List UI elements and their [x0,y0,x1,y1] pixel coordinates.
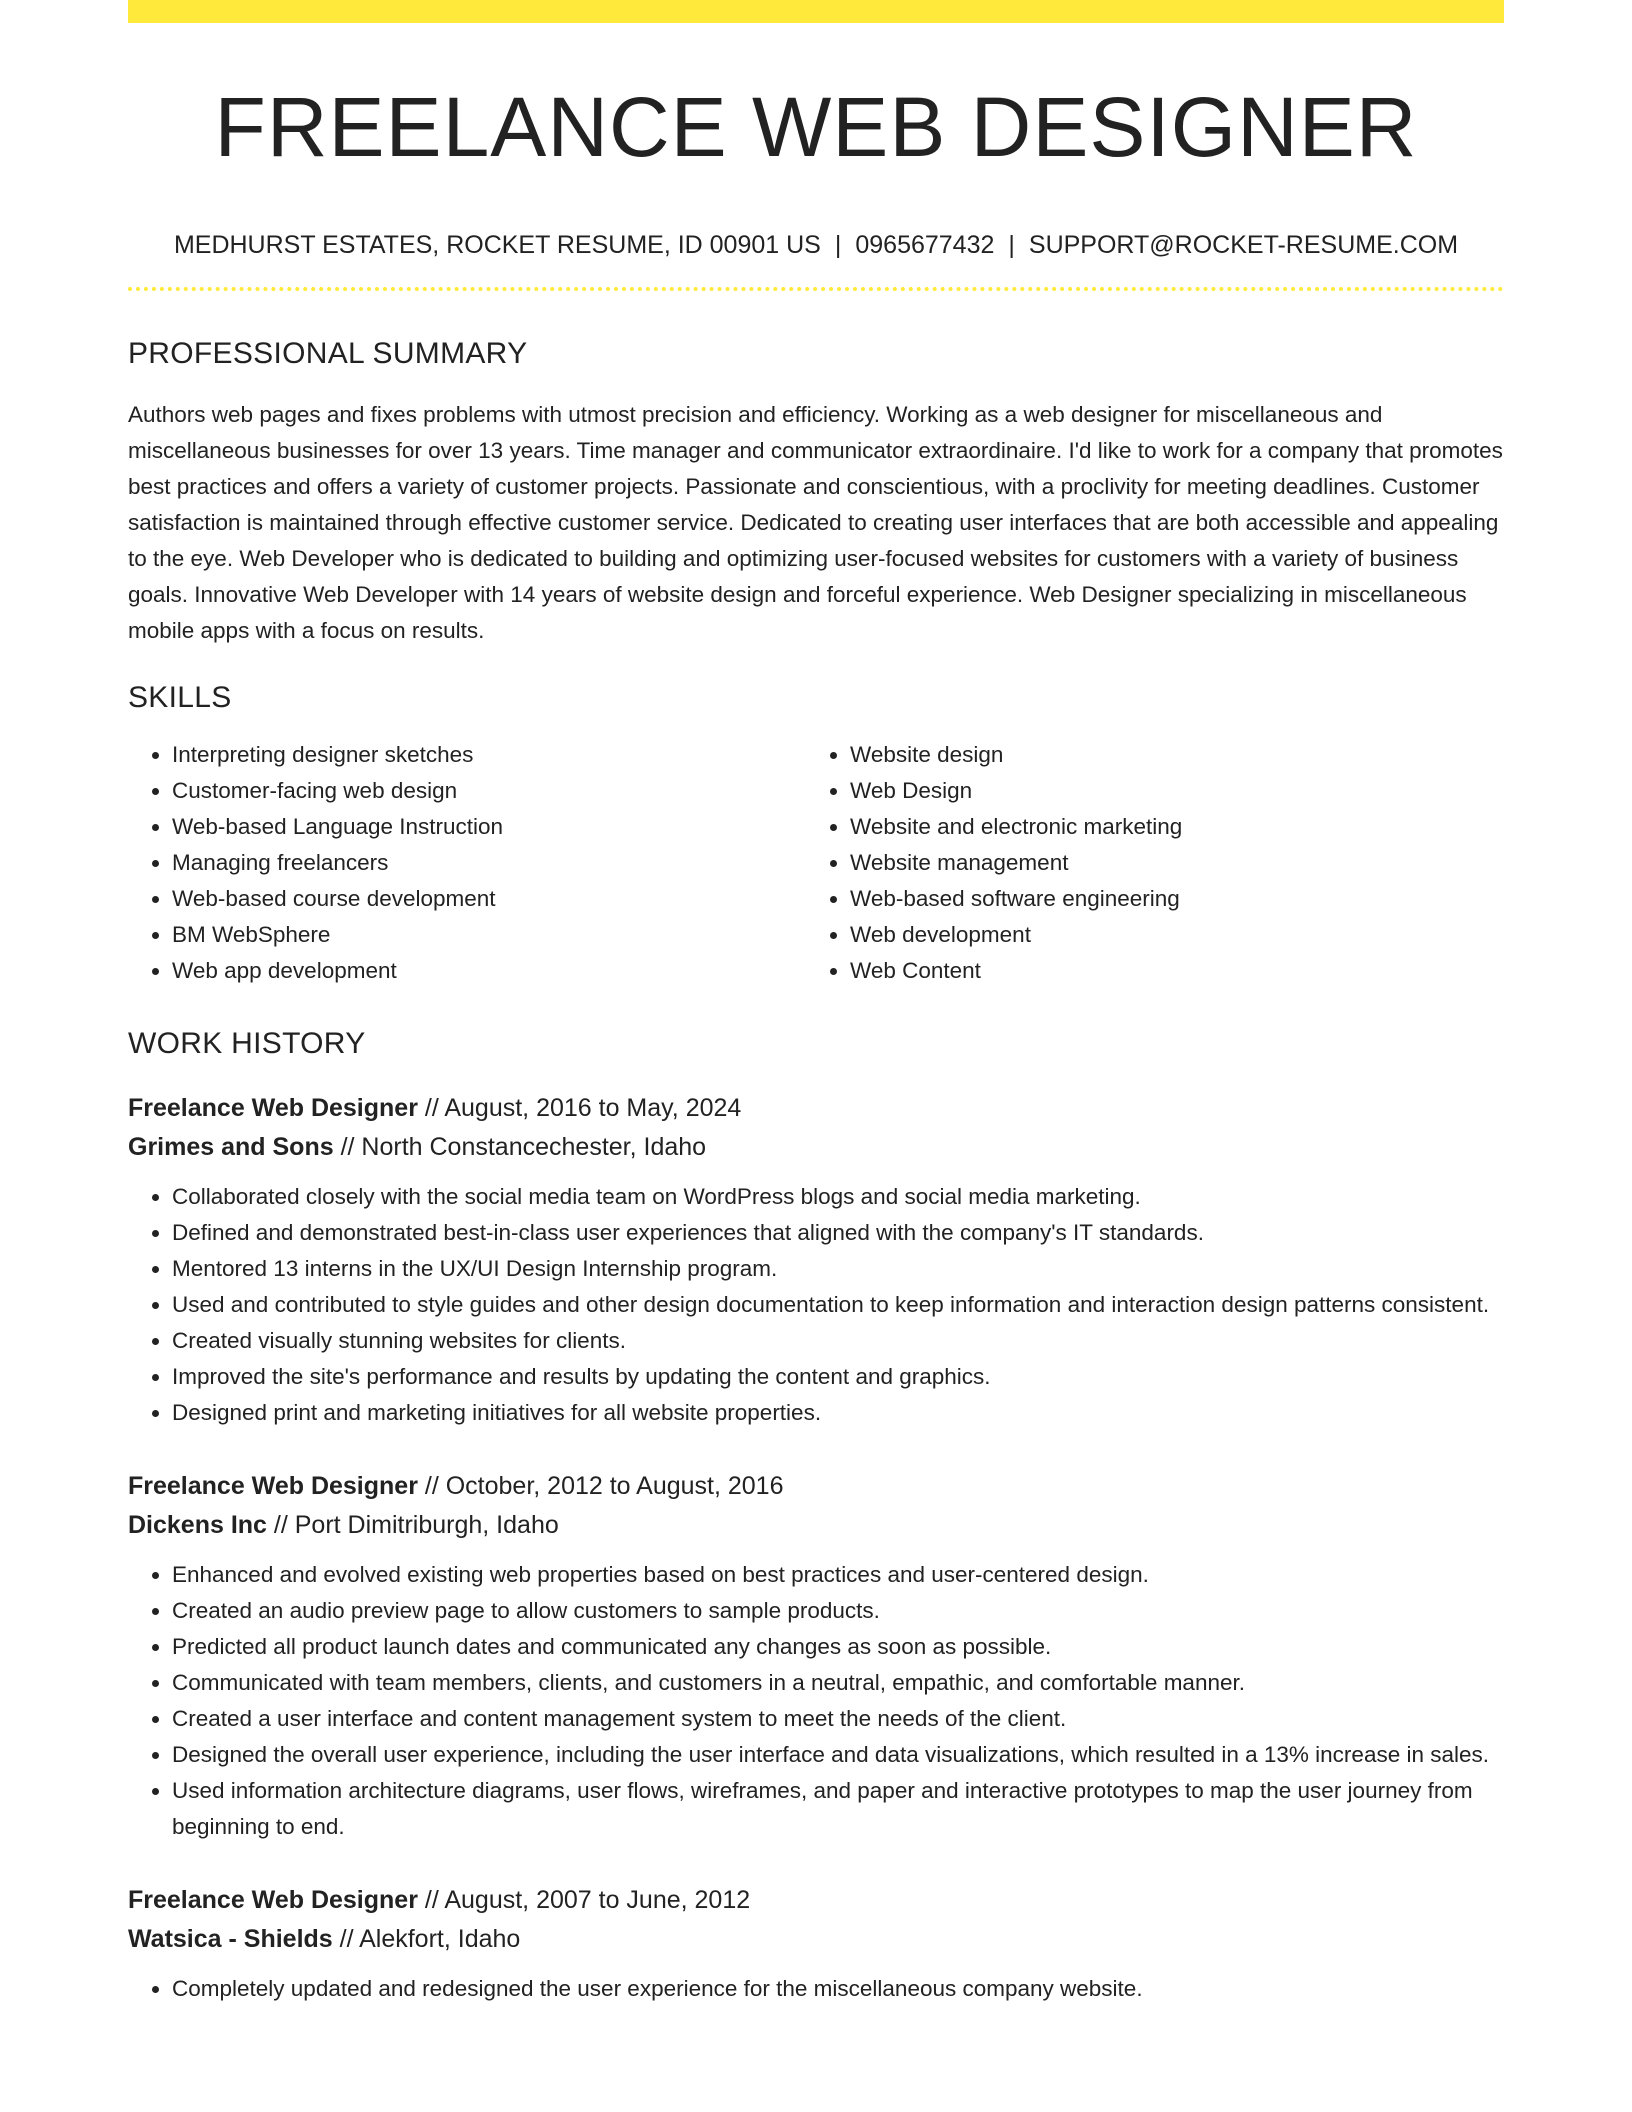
header-divider [128,287,1504,291]
skill-item: • Web-based course development [172,881,806,917]
summary-text: Authors web pages and fixes problems with utmost precision and efficiency. Working as a web designer for miscellaneous and miscellaneous businesses for over 13 years. Time manager and communicator extraordinaire. I'd like to work for a company that promotes best practices and offers a variety of customer projects. Passionate and conscientious, with a proclivity for meeting deadlines. Customer satisfaction is maintained through effective customer service. Dedicated to creating user interfaces that are both accessible and appealing to the eye. Web Developer who is dedicated to building and optimizing user-focused websites for customers with a variety of business goals. Innovative Web Developer with 14 years of website design and forceful experience. Web Designer specializing in miscellaneous mobile apps with a focus on results. [128,402,1503,643]
job-location: // North Constancechester, Idaho [340,1133,707,1161]
contact-email: SUPPORT@ROCKET-RESUME.COM [1028,231,1459,259]
summary-heading: PROFESSIONAL SUMMARY [128,337,528,370]
job-role: Freelance Web Designer [128,1886,418,1914]
job-company-line [128,1506,1504,1545]
job-company: Grimes and Sons [128,1133,334,1161]
job-bullet: • Mentored 13 interns in the UX/UI Design Internship program. [172,1251,1504,1287]
job-bullet: • Designed the overall user experience, including the user interface and data visualizations, which resulted in a 13% increase in sales. [172,1737,1504,1773]
job-bullet: • Created visually stunning websites for clients. [172,1323,1504,1359]
job-dates: // October, 2012 to August, 2016 [424,1472,784,1500]
job-bullet: • Collaborated closely with the social media team on WordPress blogs and social media marketing. [172,1179,1504,1215]
skill-item: • Interpreting designer sketches [172,737,806,773]
job-bullets [128,1179,1504,1431]
skill-item: • Website and electronic marketing [850,809,1484,845]
contact-line [128,233,1504,258]
skill-item: • Managing freelancers [172,845,806,881]
job-role-line [128,1467,1504,1506]
job-company: Watsica - Shields [128,1925,333,1953]
job-dates: // August, 2007 to June, 2012 [424,1886,751,1914]
job-bullet: • Created an audio preview page to allow customers to sample products. [172,1593,1504,1629]
skill-item: • Web-based Language Instruction [172,809,806,845]
job-bullet: • Used information architecture diagrams, user flows, wireframes, and paper and interactive prototypes to map the user journey from beginning to end. [172,1773,1504,1845]
job-company-line [128,1920,1504,1959]
job-role-line [128,1881,1504,1920]
job-entry [128,1089,1504,1431]
contact-separator: | [1008,231,1015,259]
job-bullet: • Completely updated and redesigned the user experience for the miscellaneous company website. [172,1971,1504,2007]
job-company: Dickens Inc [128,1511,267,1539]
skills-heading: SKILLS [128,681,232,714]
job-location: // Port Dimitriburgh, Idaho [273,1511,559,1539]
skills-list [128,737,1504,989]
skill-item: • BM WebSphere [172,917,806,953]
contact-phone: 0965677432 [855,231,995,259]
contact-separator: | [834,231,842,259]
job-bullet: • Defined and demonstrated best-in-class user experiences that aligned with the company's IT standards. [172,1215,1504,1251]
job-bullet: • Communicated with team members, clients, and customers in a neutral, empathic, and comfortable manner. [172,1665,1504,1701]
skills-column-right [806,737,1484,989]
job-dates: // August, 2016 to May, 2024 [424,1094,742,1122]
skill-item: • Website management [850,845,1484,881]
job-role: Freelance Web Designer [128,1094,418,1122]
skill-item: • Customer-facing web design [172,773,806,809]
skill-item: • Web-based software engineering [850,881,1484,917]
job-entry [128,1467,1504,1845]
skill-item: • Web app development [172,953,806,989]
job-bullet: • Improved the site's performance and results by updating the content and graphics. [172,1359,1504,1395]
skill-item: • Web Content [850,953,1484,989]
contact-address: MEDHURST ESTATES, ROCKET RESUME, ID 00901 US [173,231,821,259]
job-entry [128,1881,1504,2007]
job-bullets [128,1971,1504,2007]
skill-item: • Web development [850,917,1484,953]
job-bullet: • Designed print and marketing initiatives for all website properties. [172,1395,1504,1431]
job-role-line [128,1089,1504,1128]
job-bullet: • Created a user interface and content management system to meet the needs of the client. [172,1701,1504,1737]
work-history-heading: WORK HISTORY [128,1027,366,1060]
skills-column-left [128,737,806,989]
job-bullets [128,1557,1504,1845]
job-bullet: • Used and contributed to style guides and other design documentation to keep information and interaction design patterns consistent. [172,1287,1504,1323]
skill-item: • Web Design [850,773,1484,809]
resume-page [128,0,1504,2007]
top-accent-bar [128,0,1504,23]
job-bullet: • Predicted all product launch dates and communicated any changes as soon as possible. [172,1629,1504,1665]
skill-item: • Website design [850,737,1484,773]
job-role: Freelance Web Designer [128,1472,418,1500]
job-location: // Alekfort, Idaho [339,1925,521,1953]
job-company-line [128,1128,1504,1167]
resume-name: FREELANCE WEB DESIGNER [214,80,1418,174]
job-bullet: • Enhanced and evolved existing web properties based on best practices and user-centered design. [172,1557,1504,1593]
